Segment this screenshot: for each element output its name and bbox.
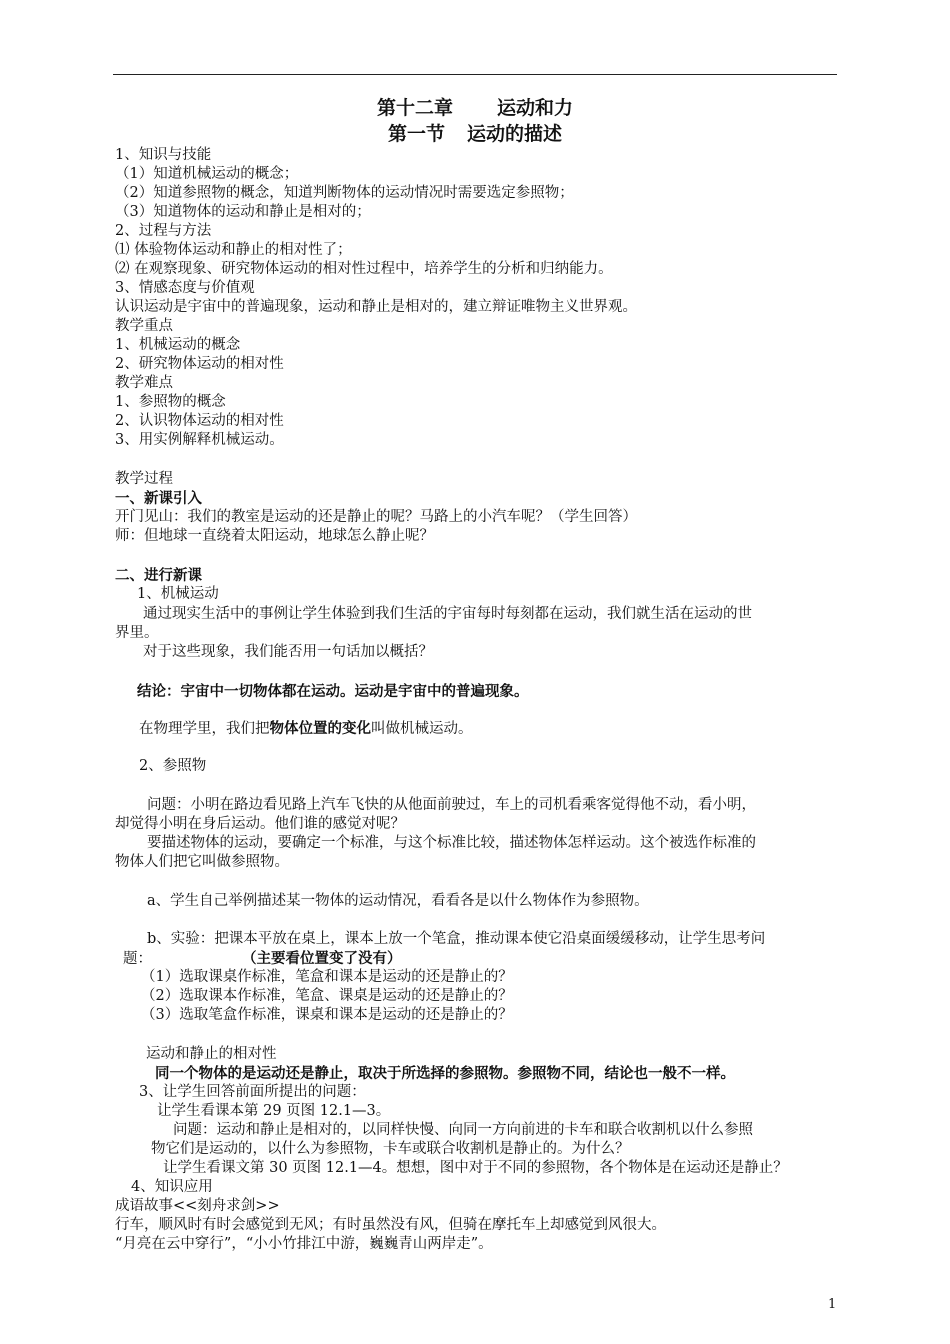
part3-line: 物它们是运动的，以什么为参照物，卡车或联合收割机是静止的。为什么？ xyxy=(151,1141,630,1157)
activity-b-note: （主要看位置变了没有） xyxy=(242,950,402,967)
definition-key-term: 物体位置的变化 xyxy=(269,720,371,737)
part4-line: 行车，顺风时有时会感觉到无风；有时虽然没有风，但骑在摩托车上却感觉到风很大。 xyxy=(115,1217,666,1233)
relativity-statement: 同一个物体的是运动还是静止，取决于所选择的参照物。参照物不同，结论也一般不一样。 xyxy=(155,1065,735,1082)
mech-paragraph-cont: 界里。 xyxy=(115,625,159,641)
activity-b: b、实验：把课本平放在桌上，课本上放一个笔盒，推动课本使它沿桌面缓缓移动，让学生思考问 xyxy=(147,931,766,947)
chapter-title xyxy=(0,93,950,120)
objective-line: （3）知道物体的运动和静止是相对的； xyxy=(115,204,371,220)
definition: 在物理学里，我们把物体位置的变化叫做机械运动。 xyxy=(139,720,473,737)
page-number: 1 xyxy=(828,1297,837,1312)
objective-line: 1、知识与技能 xyxy=(115,147,212,163)
part3-line: 问题：运动和静止是相对的，以同样快慢、向同一方向前进的卡车和联合收割机以什么参照 xyxy=(173,1122,753,1138)
activity-b-item: （2）选取课本作标准，笔盒、课桌是运动的还是静止的？ xyxy=(141,988,513,1004)
part2-title: 二、进行新课 xyxy=(115,567,202,584)
objective-line: 3、情感态度与价值观 xyxy=(115,280,255,296)
part3-line: 让学生看课文第 30 页图 12.1—4。想想，图中对于不同的参照物，各个物体是在运动还是静止？ xyxy=(163,1160,788,1176)
question-paragraph: 问题：小明在路边看见路上汽车飞快的从他面前驶过，车上的司机看乘客觉得他不动，看小明， xyxy=(147,797,756,813)
activity-b-item: （1）选取课桌作标准，笔盒和课本是运动的还是静止的？ xyxy=(141,969,513,985)
difficulties-heading: 教学难点 xyxy=(115,375,173,391)
mech-title: 1、机械运动 xyxy=(137,586,219,602)
key-points-heading: 教学重点 xyxy=(115,318,173,334)
chapter-name: 运动和力 xyxy=(497,97,574,119)
part1-line: 开门见山：我们的教室是运动的还是静止的呢？马路上的小汽车呢？（学生回答） xyxy=(115,509,637,525)
objective-line: ⑵ 在观察现象、研究物体运动的相对性过程中，培养学生的分析和归纳能力。 xyxy=(115,261,613,277)
objective-line: （2）知道参照物的概念，知道判断物体的运动情况时需要选定参照物； xyxy=(115,185,574,201)
mech-paragraph: 通过现实生活中的事例让学生体验到我们生活的宇宙每时每刻都在运动，我们就生活在运动的世 xyxy=(143,606,752,622)
part1-title: 一、新课引入 xyxy=(115,490,202,507)
chapter-number: 第十二章 xyxy=(376,97,453,119)
part1-line: 师：但地球一直绕着太阳运动，地球怎么静止呢？ xyxy=(115,528,434,544)
process-heading: 教学过程 xyxy=(115,471,173,487)
objective-line: ⑴ 体验物体运动和静止的相对性了； xyxy=(115,242,352,258)
section-name: 运动的描述 xyxy=(467,123,563,145)
section-title xyxy=(0,119,950,146)
part3-line: 让学生看课本第 29 页图 12.1—3。 xyxy=(157,1103,391,1119)
reference-title: 2、参照物 xyxy=(139,758,207,774)
reference-paragraph-cont: 物体人们把它叫做参照物。 xyxy=(115,854,289,870)
objective-line: 1、机械运动的概念 xyxy=(115,337,241,353)
mech-question: 对于这些现象，我们能否用一句话加以概括？ xyxy=(143,644,433,660)
part3-title: 3、让学生回答前面所提出的问题： xyxy=(139,1084,366,1100)
header-rule xyxy=(113,74,837,75)
objective-line: （1）知道机械运动的概念； xyxy=(115,166,299,182)
objective-line: 1、参照物的概念 xyxy=(115,394,226,410)
reference-paragraph: 要描述物体的运动，要确定一个标准，与这个标准比较，描述物体怎样运动。这个被选作标准的 xyxy=(147,835,756,851)
objective-line: 2、认识物体运动的相对性 xyxy=(115,413,284,429)
objective-line: 3、用实例解释机械运动。 xyxy=(115,432,284,448)
relativity-title: 运动和静止的相对性 xyxy=(146,1046,277,1062)
objective-line: 2、研究物体运动的相对性 xyxy=(115,356,284,372)
section-number: 第一节 xyxy=(387,123,445,145)
part4-title: 4、知识应用 xyxy=(131,1179,213,1195)
objective-line: 2、过程与方法 xyxy=(115,223,212,239)
part4-line: “月亮在云中穿行”，“小小竹排江中游，巍巍青山两岸走”。 xyxy=(115,1236,493,1252)
conclusion: 结论：宇宙中一切物体都在运动。运动是宇宙中的普遍现象。 xyxy=(137,683,529,700)
activity-a: a、学生自己举例描述某一物体的运动情况，看看各是以什么物体作为参照物。 xyxy=(147,893,649,909)
part4-line: 成语故事<<刻舟求剑>> xyxy=(115,1198,280,1214)
activity-b-item: （3）选取笔盒作标准，课桌和课本是运动的还是静止的？ xyxy=(141,1007,513,1023)
question-paragraph-cont: 却觉得小明在身后运动。他们谁的感觉对呢？ xyxy=(115,816,405,832)
objective-line: 认识运动是宇宙中的普遍现象，运动和静止是相对的，建立辩证唯物主义世界观。 xyxy=(115,299,637,315)
activity-b-cont: 题： （主要看位置变了没有） xyxy=(123,950,402,967)
